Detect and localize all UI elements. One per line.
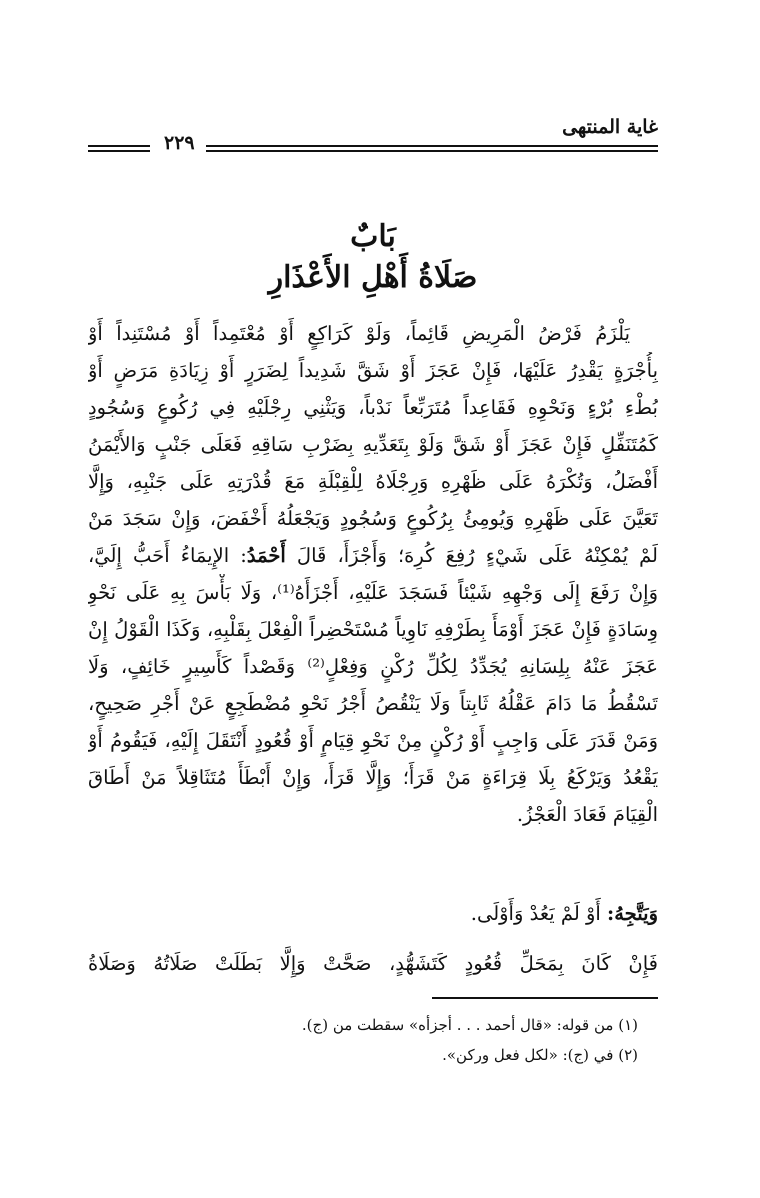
text-line: وَإِنْ رَفَعَ إِلَى وَجْهِهِ شَيْئاً فَسَجَدَ عَلَيْهِ، أَجْزَأَهُ⁽¹⁾، وَلَا بَأْسَ بِهِ عَلَى نَحْوِ	[88, 581, 658, 604]
text-line: وِسَادَةٍ فَإِنْ عَجَزَ أَوْمَأَ بِطَرْفِهِ نَاوِياً مُسْتَحْضِراً الْفِعْلَ بِقَلْبِهِ، وَكَذَا الْقَوْلُ إِنْ	[88, 618, 658, 641]
text-line: كَمُتَنَفِّلٍ فَإِنْ عَجَزَ أَوْ شَقَّ وَلَوْ بِتَعَدِّيهِ بِضَرْبِ سَاقِهِ فَعَلَى جَنْبٍ وَالأَيْمَنُ	[88, 433, 658, 456]
footnote-1: (١) من قوله: «قال أحمد . . . أجزأه» سقطت من (ج).	[301, 1016, 638, 1034]
page-number: ٢٢٩	[158, 132, 201, 154]
text-line: وَمَنْ قَدَرَ عَلَى وَاجِبٍ أَوْ رُكْنٍ مِنْ نَحْوِ قِيَامٍ أَوْ قُعُودٍ أَنْتَقَلَ إِلَيْهِ، فَيَقُومُ أَوْ	[88, 729, 658, 752]
running-title: غاية المنتهى	[562, 116, 658, 138]
footnotes	[88, 1010, 638, 1070]
chapter-title: صَلَاةُ أَهْلِ الأَعْذَارِ	[268, 260, 478, 295]
text-line: تَسْقُطُ مَا دَامَ عَقْلُهُ ثَابِتاً وَلَا يَنْقُصُ أَجْرُ نَحْوِ مُضْطَجِعٍ عَنْ أَجْرِ صَحِيحٍ،	[88, 692, 658, 715]
text-line: بُطْءِ بُرْءٍ وَنَحْوِهِ فَقَاعِداً مُتَرَبِّعاً نَدْباً، وَيَثْنِي رِجْلَيْهِ فِي رُكُوعٍ وَسُجُودٍ	[88, 396, 658, 419]
text-line: عَجَزَ عَنْهُ بِلِسَانِهِ يُجَدِّدُ لِكُلِّ رُكْنٍ وَفِعْلٍ⁽²⁾ وَقَصْداً كَأَسِيرٍ خَائِفٍ، وَلَا	[88, 655, 658, 678]
text-line: يَقْعُدُ وَيَرْكَعُ بِلَا قِرَاءَةٍ مَنْ قَرَأَ؛ وَإِلَّا قَرَأَ، وَإِنْ أَبْطَأَ مُتَثَاقِلاً مَنْ أَطَاقَ	[88, 766, 658, 789]
text-line: يَلْزَمُ فَرْضُ الْمَرِيضِ قَائِماً، وَلَوْ كَرَاكِعٍ أَوْ مُعْتَمِداً أَوْ مُسْتَنِداً أَوْ	[88, 322, 630, 345]
text-line: بِأُجْرَةٍ يَقْدِرُ عَلَيْهَا، فَإِنْ عَجَزَ أَوْ شَقَّ شَدِيداً لِضَرَرٍ أَوْ زِيَادَةِ مَرَضٍ أَوْ	[88, 359, 658, 382]
header-rule-left	[88, 145, 150, 152]
page-header	[88, 108, 658, 158]
yattajih-text: أَوْ لَمْ يَعُدْ وَأَوْلَى.	[470, 902, 601, 925]
footnote-2: (٢) في (ج): «لكل فعل وركن».	[442, 1046, 638, 1064]
text-line: لَمْ يُمْكِنْهُ عَلَى شَيْءٍ رُفِعَ كُرِهَ؛ وَأَجْزَأَ، قَالَ أَحْمَدُ: الإِيمَاءُ أَحَبُّ إِلَيَّ،	[88, 544, 658, 567]
footnote-divider	[432, 997, 658, 999]
text-line: الْقِيَامَ فَعَادَ الْعَجْزُ.	[516, 803, 658, 826]
chapter-heading	[88, 218, 658, 300]
bold-name: أَحْمَدُ	[246, 544, 286, 567]
text-line: تَعَيَّنَ عَلَى ظَهْرِهِ وَيُومِئُ بِرُكُوعٍ وَسُجُودٍ وَيَجْعَلُهُ أَخْفَضَ، وَإِنْ سَجَدَ مَنْ	[88, 507, 658, 530]
paragraph-yattajih	[88, 895, 686, 932]
text-line: أَفْضَلُ، وَتُكْرَهُ عَلَى ظَهْرِهِ وَرِجْلَاهُ لِلْقِبْلَةِ مَعَ قُدْرَتِهِ عَلَى جَنْبِهِ، وَإِلَّا	[88, 470, 658, 493]
header-rule-right	[206, 145, 658, 152]
paragraph-main	[88, 315, 658, 833]
chapter-label: بَابٌ	[350, 219, 396, 254]
paragraph-continuation: فَإِنْ كَانَ بِمَحَلِّ قُعُودٍ كَتَشَهُّدٍ، صَحَّتْ وَإِلَّا بَطَلَتْ صَلَاتُهُ وَصَلَاةُ	[88, 952, 658, 975]
yattajih-lead: وَيَتَّجِهُ:	[607, 902, 658, 925]
